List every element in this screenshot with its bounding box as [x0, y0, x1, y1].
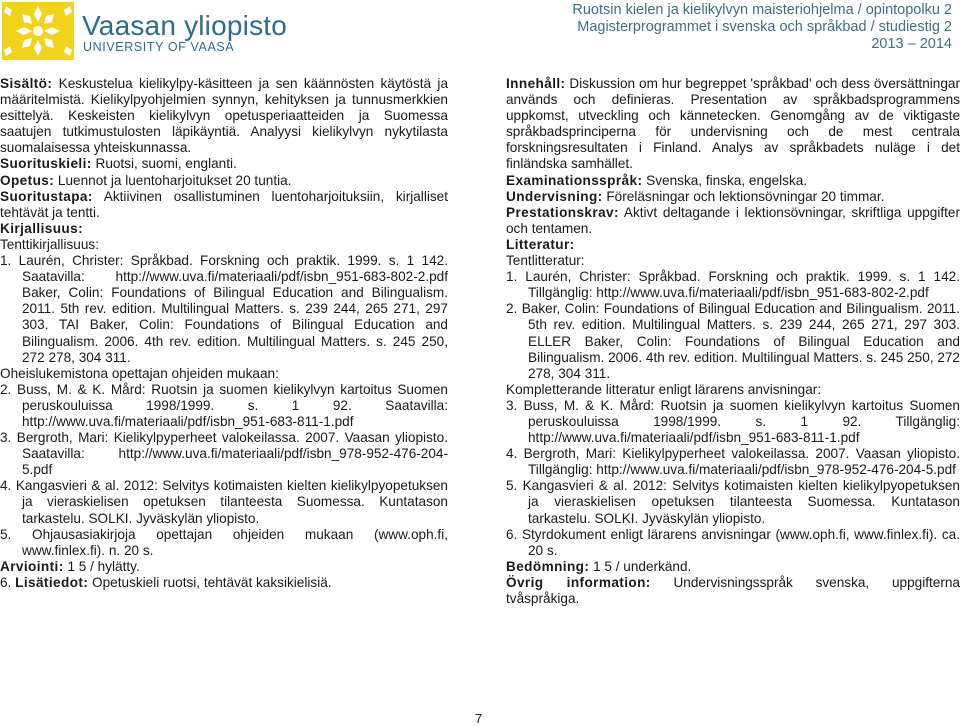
arviointi-paragraph [0, 559, 448, 575]
finnish-column [0, 76, 448, 591]
page-number: 7 [475, 711, 483, 726]
opetus-text: Luennot ja luentoharjoitukset 20 tuntia. [54, 172, 292, 188]
oheislukemisto-heading: Oheislukemistona opettajan ohjeiden mukaan: [0, 365, 279, 381]
sisalto-label: Sisältö: [0, 76, 53, 91]
arviointi-text: 1 5 / hylätty. [63, 558, 140, 574]
tapa-paragraph [0, 189, 448, 221]
litteratur-heading: Litteratur: [506, 236, 575, 252]
literature-item-2: 2. Buss, M. & K. Mård: Ruotsin ja suomen kielikylvyn kartoitus Suomen peruskouluissa 1998/1999. s. 1 92. Saatavilla: http://www.uva.fi/materiaali/pdf/isbn_951-683-811-1.pdf [0, 381, 448, 429]
lisatiedot-label: Lisätiedot: [15, 574, 89, 590]
litteratur-item-5: 5. Kangasvieri & al. 2012: Selvitys kotimaisten kielten kielikylpyopetuksen ja vieraskielisen opetuksen tilanteesta Suomessa. Kuntatason tarkastelu. SOLKI. Jyväskylän yliopisto. [506, 478, 960, 526]
ovrig-information-paragraph [506, 575, 960, 607]
innehall-text: Diskussion om hur begreppet 'språkbad' och dess översättningar används och definieras. Presentation av språkbadsprogrammens uppkomst, utveckling och kännetecken. Genomgång av de viktigaste språkbadsprinciperna för undervisning och de mest centrala forskningsresultaten i Finland. Analys av språkbadets nuläge i det finländska samhället. [506, 76, 960, 172]
arviointi-label: Arviointi: [0, 558, 64, 574]
kompletterande-heading: Kompletterande litteratur enligt lärarens anvisningar: [506, 381, 822, 397]
kieli-label: Suorituskieli: [0, 156, 92, 172]
prestationskrav-label: Prestationskrav: [506, 204, 619, 220]
ovrig-information-text: Undervisningsspråk svenska, uppgifterna tvåspråkiga. [506, 574, 960, 606]
brand-subtitle: UNIVERSITY OF VAASA [83, 40, 235, 54]
tentlitteratur-heading: Tentlitteratur: [506, 253, 585, 269]
ovrig-information-label: Övrig information: [506, 574, 651, 590]
undervisning-paragraph [506, 189, 960, 205]
kieli-paragraph [0, 156, 448, 172]
examinationssprak-label: Examinationsspråk: [506, 172, 643, 188]
sisalto-paragraph [0, 76, 448, 156]
opetus-label: Opetus: [0, 172, 55, 188]
university-logo-icon [2, 2, 74, 60]
examinationssprak-text: Svenska, finska, engelska. [642, 172, 808, 188]
undervisning-label: Undervisning: [506, 188, 603, 204]
sisalto-text: Keskustelua kielikylpy-käsitteen ja sen käännösten käytöstä ja määritelmistä. Kielikylpyohjelmien synnyn, kehityksen ja tunnusmerkkien esittelyä. Keskeisten kielikylvyn opetusperiaatteiden ja Suomessa saatujen tutkimustulosten läpikäyntiä. Analyysi kielikylvyn nykytilasta suomalaisessa yhteiskunnassa. [0, 76, 448, 156]
innehall-paragraph [506, 76, 960, 173]
litteratur-item-6: 6. Styrdokument enligt lärarens anvisningar (www.oph.fi, www.finlex.fi). ca. 20 s. [506, 526, 960, 558]
tapa-label: Suoritustapa: [0, 188, 93, 204]
program-title-sv: Magisterprogrammet i svenska och språkbad / studiestig 2 [577, 19, 952, 35]
bedomning-text: 1 5 / underkänd. [589, 558, 692, 574]
examinationssprak-paragraph [506, 173, 960, 189]
innehall-label: Innehåll: [506, 76, 566, 91]
program-title-fi: Ruotsin kielen ja kielikylvyn maisteriohjelma / opintopolku 2 [572, 2, 952, 18]
literature-item-4: 4. Kangasvieri & al. 2012: Selvitys kotimaisten kielten kielikylpyopetuksen ja vieraskielisen opetuksen tilanteesta Suomessa. Kuntatason tarkastelu. SOLKI. Jyväskylän yliopisto. [0, 478, 448, 526]
prestationskrav-paragraph [506, 205, 960, 237]
kieli-text: Ruotsi, suomi, englanti. [91, 156, 237, 172]
kirjallisuus-heading: Kirjallisuus: [0, 220, 84, 236]
bedomning-label: Bedömning: [506, 558, 590, 574]
tenttikirjallisuus-heading: Tenttikirjallisuus: [0, 236, 99, 252]
literature-item-5: 5. Ohjausasiakirjoja opettajan ohjeiden mukaan (www.oph.fi, www.finlex.fi). n. 20 s. [0, 526, 448, 558]
brand-name: Vaasan yliopisto [82, 10, 288, 41]
lisatiedot-text: Opetuskieli ruotsi, tehtävät kaksikielisiä. [88, 574, 332, 590]
prestationskrav-text: Aktivt deltagande i lektionsövningar, skriftliga uppgifter och tentamen. [506, 204, 960, 236]
literature-item-1: 1. Laurén, Christer: Språkbad. Forskning och praktik. 1999. s. 1 142. Saatavilla: http://www.uva.fi/materiaali/pdf/isbn_951-683-802-2.pdf Baker, Colin: Foundations of Bilingual Education and Bilingualism. 2011. 5th rev. edition. Multilingual Matters. s. 239 244, 265 271, 297 303. TAI Baker, Colin: Foundations of Bilingual Education and Bilingualism. 2006. 4th rev. edition. Multilingual Matters. s. 245 250, 272 278, 304 311. [0, 253, 448, 365]
opetus-paragraph [0, 173, 448, 189]
page-header [0, 0, 960, 62]
tapa-text: Aktiivinen osallistuminen luentoharjoituksiin, kirjalliset tehtävät ja tentti. [0, 188, 448, 220]
litteratur-item-1: 1. Laurén, Christer: Språkbad. Forskning och praktik. 1999. s. 1 142. Tillgänglig: http://www.uva.fi/materiaali/pdf/isbn_951-683-802-2.pdf [506, 269, 960, 301]
litteratur-item-2: 2. Baker, Colin: Foundations of Bilingual Education and Bilingualism. 2011. 5th rev. edition. Multilingual Matters. s. 239 244, 265 271, 297 303. ELLER Baker, Colin: Foundations of Bilingual Education and Bilingualism. 2006. 4th rev. edition. Multilingual Matters. s. 245 250, 272 278, 304 311. [506, 301, 960, 381]
swedish-column [506, 76, 960, 607]
literature-item-3: 3. Bergroth, Mari: Kielikylpyperheet valokeilassa. 2007. Vaasan yliopisto. Saatavilla: http://www.uva.fi/materiaali/pdf/isbn_978-952-476-204-5.pdf [0, 430, 448, 478]
bedomning-paragraph [506, 559, 960, 575]
undervisning-text: Föreläsningar och lektionsövningar 20 timmar. [602, 188, 885, 204]
litteratur-item-3: 3. Buss, M. & K. Mård: Ruotsin ja suomen kielikylvyn kartoitus Suomen peruskouluissa 1998/1999. s. 1 92. Tillgänglig: http://www.uva.fi/materiaali/pdf/isbn_951-683-811-1.pdf [506, 397, 960, 446]
lisatiedot-paragraph [0, 575, 448, 591]
program-info [572, 2, 952, 53]
academic-year: 2013 – 2014 [871, 36, 952, 52]
litteratur-item-4: 4. Bergroth, Mari: Kielikylpyperheet valokeilassa. 2007. Vaasan yliopisto. Tillgänglig: http://www.uva.fi/materiaali/pdf/isbn_978-952-476-204-5.pdf [506, 446, 960, 478]
lisatiedot-number: 6. [0, 574, 16, 590]
